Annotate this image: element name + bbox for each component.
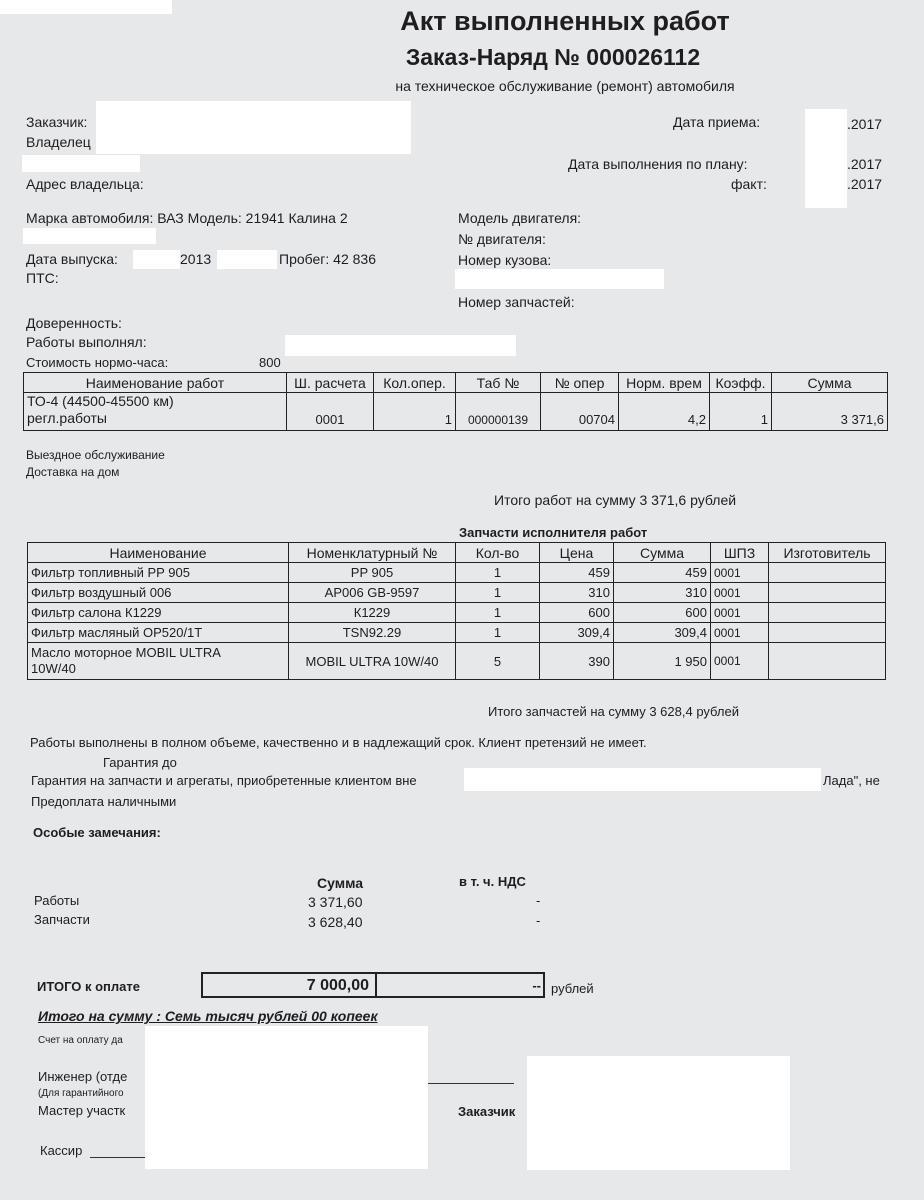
date-fact-label: факт:: [731, 176, 767, 192]
works-col-sum: Сумма: [772, 373, 888, 393]
total-to-pay-value: 7 000,00: [306, 977, 369, 994]
part-shpz: 0001: [711, 563, 769, 583]
parts-col-sum: Сумма: [614, 543, 711, 563]
warranty-parts-statement: Гарантия на запчасти и агрегаты, приобретенные клиентом вне: [31, 773, 417, 788]
redaction-plate: [217, 250, 277, 269]
works-col-op-no: № опер: [541, 373, 619, 393]
part-name-line2: 10W/40: [31, 661, 76, 676]
document-subtitle: на техническое обслуживание (ремонт) автомобиля: [395, 78, 735, 94]
part-maker: [769, 583, 886, 603]
works-col-calc: Ш. расчета: [287, 373, 374, 393]
extra-service-2: Доставка на дом: [26, 465, 120, 479]
body-number-label: Номер кузова:: [458, 252, 552, 268]
parts-total: Итого запчастей на сумму 3 628,4 рублей: [488, 704, 739, 719]
parts-col-maker: Изготовитель: [769, 543, 886, 563]
part-shpz: 0001: [711, 583, 769, 603]
release-year: 2013: [180, 251, 212, 267]
works-col-name: Наименование работ: [24, 373, 287, 393]
table-row: [28, 583, 886, 603]
part-qty: 1: [456, 563, 540, 583]
part-shpz: 0001: [711, 603, 769, 623]
part-price: 310: [540, 583, 614, 603]
table-row: [28, 623, 886, 643]
parts-col-qty: Кол-во: [456, 543, 540, 563]
parts-number-label: Номер запчастей:: [458, 294, 575, 310]
parts-title: Запчасти исполнителя работ: [459, 525, 648, 540]
part-shpz: 0001: [711, 623, 769, 643]
date-fact-year: .2017: [847, 176, 883, 192]
part-sku: MOBIL ULTRA 10W/40: [289, 643, 456, 680]
work-norm: 4,2: [619, 393, 710, 431]
work-ops: 1: [374, 393, 456, 431]
pts-label: ПТС:: [26, 270, 59, 286]
summary-works-vat: -: [536, 893, 541, 908]
works-col-coef: Коэфф.: [710, 373, 772, 393]
part-price: 390: [540, 643, 614, 680]
part-sum: 310: [614, 583, 711, 603]
redaction-body-number: [455, 269, 664, 289]
part-qty: 1: [456, 583, 540, 603]
part-sum: 600: [614, 603, 711, 623]
part-qty: 1: [456, 603, 540, 623]
part-maker: [769, 563, 886, 583]
engineer-signature-line: [428, 1083, 514, 1084]
table-row: [28, 603, 886, 623]
engineer-label: Инженер (отде: [38, 1069, 128, 1084]
redaction-top: [0, 0, 172, 14]
total-to-pay-box: [201, 972, 545, 998]
part-name: Фильтр масляный OP520/1T: [28, 623, 289, 643]
summary-parts-vat: -: [536, 913, 541, 928]
part-sum: 1 950: [614, 643, 711, 680]
work-calc: 0001: [287, 393, 374, 431]
owner-address-label: Адрес владельца:: [26, 176, 144, 192]
master-label: Мастер участк: [38, 1103, 126, 1118]
part-price: 459: [540, 563, 614, 583]
table-row: [28, 563, 886, 583]
part-sum: 459: [614, 563, 711, 583]
special-remarks-label: Особые замечания:: [33, 825, 161, 840]
summary-sum-header: Сумма: [317, 875, 364, 891]
redaction-customer: [96, 101, 411, 154]
works-table: [23, 372, 888, 431]
part-maker: [769, 643, 886, 680]
redaction-dates: [805, 109, 847, 208]
warranty-until: Гарантия до: [103, 755, 177, 770]
document-title: Акт выполненных работ: [400, 6, 730, 36]
prepayment-note: Предоплата наличными: [31, 794, 177, 809]
work-name: ТО-4 (44500-45500 км): [27, 393, 174, 409]
part-sku: TSN92.29: [289, 623, 456, 643]
engine-model-label: Модель двигателя:: [458, 210, 582, 226]
date-received-year: .2017: [847, 116, 883, 132]
part-sku: AP006 GB-9597: [289, 583, 456, 603]
power-of-attorney-label: Доверенность:: [26, 315, 122, 331]
work-coef: 1: [710, 393, 772, 431]
summary-vat-header: в т. ч. НДС: [459, 874, 526, 889]
works-table-header: [24, 373, 888, 393]
work-op-no: 00704: [541, 393, 619, 431]
summary-parts-label: Запчасти: [34, 912, 90, 927]
redaction-signatures-left: [145, 1026, 428, 1169]
total-to-pay-label: ИТОГО к оплате: [37, 979, 140, 994]
summary-works-sum: 3 371,60: [308, 894, 363, 910]
redaction-dealer: [464, 768, 821, 791]
hour-cost-label: Стоимость нормо-часа:: [26, 355, 169, 370]
redaction-signatures-right: [527, 1056, 790, 1170]
extra-service-1: Выездное обслуживание: [26, 448, 165, 462]
cashier-label: Кассир: [40, 1143, 83, 1158]
work-tab: 000000139: [456, 393, 541, 431]
date-plan-year: .2017: [847, 156, 883, 172]
summary-parts-sum: 3 628,40: [308, 914, 363, 930]
invoice-note: Счет на оплату да: [38, 1035, 123, 1046]
warranty-parts-tail: Лада", не: [823, 773, 880, 788]
part-name: Фильтр воздушный 006: [28, 583, 289, 603]
part-price: 309,4: [540, 623, 614, 643]
currency-label: рублей: [551, 981, 594, 996]
performed-by-label: Работы выполнял:: [26, 334, 147, 350]
part-shpz: 0001: [711, 643, 769, 680]
works-total: Итого работ на сумму 3 371,6 рублей: [494, 492, 737, 508]
redaction-release-day: [133, 250, 180, 269]
table-row: [28, 643, 886, 680]
parts-col-sku: Номенклатурный №: [289, 543, 456, 563]
part-sum: 309,4: [614, 623, 711, 643]
customer-signature-label: Заказчик: [458, 1104, 516, 1119]
works-col-norm: Норм. врем: [619, 373, 710, 393]
hour-cost-value: 800: [259, 355, 281, 370]
parts-col-shpz: ШПЗ: [711, 543, 769, 563]
part-qty: 1: [456, 623, 540, 643]
part-name: Фильтр топливный PP 905: [28, 563, 289, 583]
total-in-words: Итого на сумму : Семь тысяч рублей 00 копеек: [38, 1008, 378, 1024]
part-name: Фильтр салона К1229: [28, 603, 289, 623]
works-col-tab: Таб №: [456, 373, 541, 393]
cashier-signature-line: [90, 1157, 146, 1158]
part-sku: К1229: [289, 603, 456, 623]
work-sum: 3 371,6: [772, 393, 888, 431]
parts-table: [27, 542, 886, 680]
vehicle-make-model: Марка автомобиля: ВАЗ Модель: 21941 Калина 2: [26, 210, 348, 226]
engine-number-label: № двигателя:: [458, 231, 546, 247]
redaction-performer: [285, 335, 516, 356]
part-price: 600: [540, 603, 614, 623]
date-plan-label: Дата выполнения по плану:: [568, 156, 748, 172]
work-name-line2: регл.работы: [27, 410, 107, 426]
works-col-ops: Кол.опер.: [374, 373, 456, 393]
part-maker: [769, 603, 886, 623]
date-received-label: Дата приема:: [673, 114, 761, 130]
redaction-owner: [22, 155, 140, 172]
summary-works-label: Работы: [34, 893, 80, 908]
customer-label: Заказчик:: [26, 114, 88, 130]
parts-col-name: Наименование: [28, 543, 289, 563]
part-qty: 5: [456, 643, 540, 680]
mileage: Пробег: 42 836: [279, 251, 376, 267]
redaction-vin: [23, 228, 156, 244]
table-row: [24, 393, 888, 431]
part-maker: [769, 623, 886, 643]
parts-col-price: Цена: [540, 543, 614, 563]
order-number: Заказ-Наряд № 000026112: [405, 44, 701, 70]
part-name: Масло моторное MOBIL ULTRA: [31, 645, 221, 660]
release-date-label: Дата выпуска:: [26, 251, 118, 267]
owner-label: Владелец: [26, 134, 91, 150]
part-sku: PP 905: [289, 563, 456, 583]
work-completed-statement: Работы выполнены в полном объеме, качественно и в надлежащий срок. Клиент претензий не имеет.: [30, 735, 647, 750]
total-vat-value: --: [532, 978, 541, 993]
parts-table-header: [28, 543, 886, 563]
warranty-dept-note: (Для гарантийного: [38, 1088, 124, 1099]
